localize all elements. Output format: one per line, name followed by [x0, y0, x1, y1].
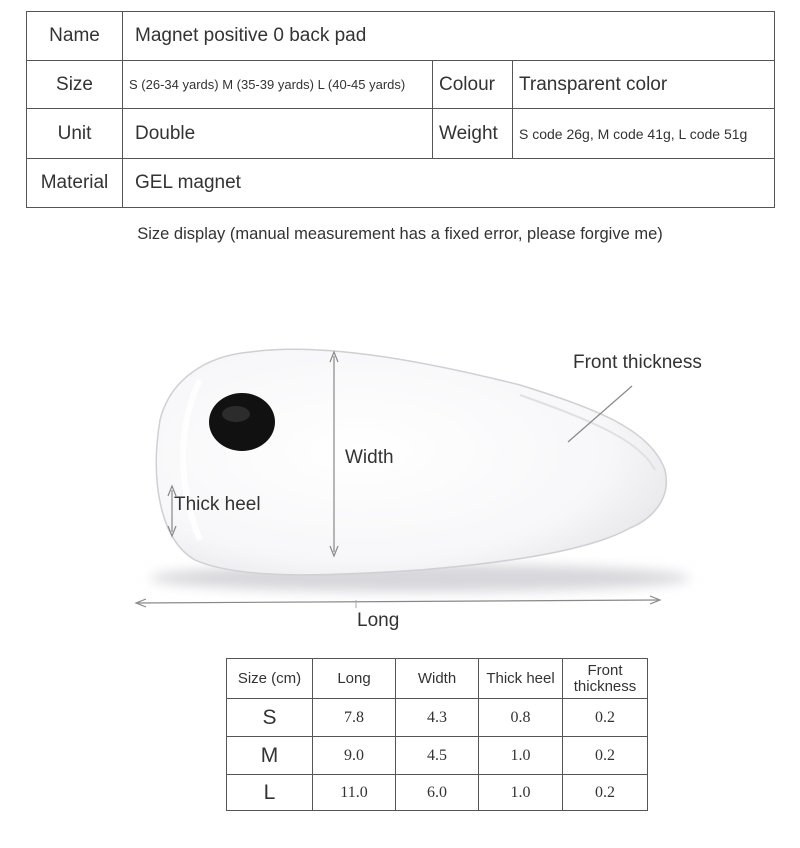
width-cell: 6.0	[396, 775, 479, 811]
width-label: Width	[345, 447, 394, 468]
table-row	[227, 737, 648, 775]
long-cell: 7.8	[313, 699, 396, 737]
width-cell: 4.5	[396, 737, 479, 775]
weight-label: Weight	[433, 109, 513, 159]
name-value: Magnet positive 0 back pad	[123, 12, 775, 61]
table-row	[227, 699, 648, 737]
size-cell: M	[227, 737, 313, 775]
spec-table	[26, 11, 775, 208]
size-header: Size (cm)	[227, 659, 313, 699]
long-label: Long	[357, 610, 400, 631]
weight-value: S code 26g, M code 41g, L code 51g	[513, 109, 775, 159]
front-thickness-header	[563, 659, 648, 699]
size-caption: Size display (manual measurement has a fixed error, please forgive me)	[137, 225, 663, 243]
unit-value: Double	[123, 109, 433, 159]
thick-heel-header: Thick heel	[479, 659, 563, 699]
front-cell: 0.2	[563, 699, 648, 737]
front-thickness-label: Front thickness	[573, 352, 702, 373]
colour-value: Transparent color	[513, 61, 775, 109]
size-value: S (26-34 yards) M (35-39 yards) L (40-45 yards)	[123, 61, 433, 109]
long-cell: 11.0	[313, 775, 396, 811]
heel-cell: 1.0	[479, 775, 563, 811]
width-header: Width	[396, 659, 479, 699]
front-header-line2: thickness	[573, 677, 637, 695]
material-label: Material	[27, 159, 123, 208]
long-cell: 9.0	[313, 737, 396, 775]
unit-label: Unit	[27, 109, 123, 159]
heel-pad-diagram	[0, 300, 800, 640]
colour-label: Colour	[433, 61, 513, 109]
size-cell: S	[227, 699, 313, 737]
thick-heel-label: Thick heel	[174, 494, 261, 515]
magnet-shine	[222, 406, 250, 422]
size-cell: L	[227, 775, 313, 811]
long-header: Long	[313, 659, 396, 699]
name-label: Name	[27, 12, 123, 61]
size-table	[226, 658, 648, 811]
front-cell: 0.2	[563, 775, 648, 811]
front-cell: 0.2	[563, 737, 648, 775]
front-header-line1: Front	[587, 661, 623, 679]
long-arrow	[138, 600, 658, 603]
material-value: GEL magnet	[123, 159, 775, 208]
table-row	[227, 775, 648, 811]
heel-cell: 0.8	[479, 699, 563, 737]
magnet-icon	[209, 393, 275, 451]
gel-heel-pad	[156, 349, 666, 575]
size-label: Size	[27, 61, 123, 109]
width-cell: 4.3	[396, 699, 479, 737]
heel-cell: 1.0	[479, 737, 563, 775]
